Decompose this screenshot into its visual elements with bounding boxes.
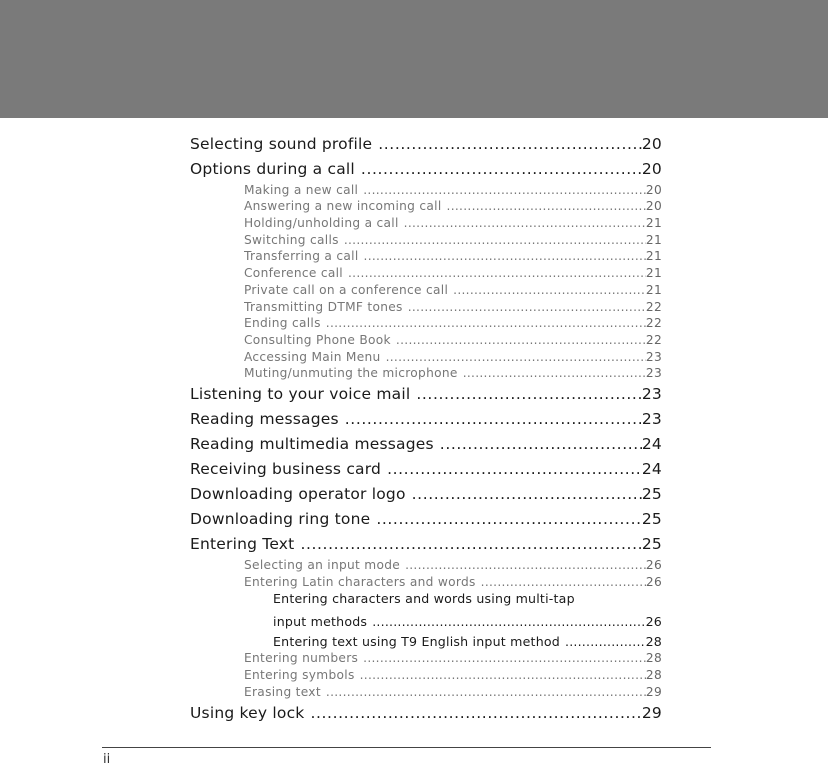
toc-page-number: 25 — [641, 485, 662, 504]
toc-entry-title: Entering Latin characters and words — [244, 574, 476, 589]
toc-entry-title: Switching calls — [244, 232, 339, 247]
toc-dot-leader — [355, 160, 642, 178]
toc-page-number: 21 — [645, 266, 662, 281]
toc-dot-leader — [381, 350, 646, 364]
toc-page-number: 23 — [645, 366, 662, 381]
toc-subentry[interactable] — [244, 364, 662, 381]
toc-entry-title: Erasing text — [244, 684, 321, 699]
toc-page-number: 21 — [645, 232, 662, 247]
toc-page-number: 20 — [641, 135, 662, 153]
toc-subentry[interactable] — [244, 572, 662, 589]
toc-entry[interactable] — [190, 455, 662, 480]
toc-page-number: 20 — [645, 182, 662, 197]
toc-entry-title: Private call on a conference call — [244, 282, 449, 297]
toc-subentry[interactable] — [244, 347, 662, 364]
toc-dot-leader — [400, 558, 646, 572]
toc-subsubentry[interactable] — [273, 629, 662, 649]
toc-page-number: 24 — [641, 435, 662, 454]
toc-dot-leader — [448, 283, 646, 297]
toc-subentry[interactable] — [244, 230, 662, 247]
toc-entry[interactable] — [190, 530, 662, 555]
toc-dot-leader — [358, 183, 646, 197]
toc-page-number: 28 — [645, 668, 662, 682]
footer-rule — [102, 747, 711, 748]
toc-dot-leader — [294, 535, 641, 553]
toc-entry-title: input methods — [273, 613, 368, 629]
toc-entry-title: Answering a new incoming call — [244, 199, 442, 214]
toc-entry-title: Selecting sound profile — [190, 135, 373, 153]
toc-entry-title: Reading messages — [190, 410, 339, 429]
toc-subentry[interactable] — [244, 247, 662, 264]
toc-dot-leader — [410, 385, 642, 403]
toc-entry-title: Entering Text — [190, 535, 295, 554]
toc-dot-leader — [372, 135, 642, 153]
toc-dot-leader — [339, 410, 642, 428]
toc-dot-leader — [321, 685, 646, 699]
toc-dot-leader — [367, 614, 645, 629]
toc-page-number: 24 — [641, 460, 662, 479]
toc-entry-title-line: Entering characters and words using multi-tap — [273, 590, 575, 606]
toc-dot-leader — [359, 249, 646, 263]
toc-page-number: 22 — [645, 299, 662, 314]
toc-page-number: 26 — [645, 613, 662, 629]
toc-page-number: 29 — [641, 703, 662, 722]
toc-subentry[interactable] — [244, 280, 662, 297]
toc-entry-title: Entering symbols — [244, 668, 355, 682]
toc-subentry[interactable] — [244, 180, 662, 197]
toc-subentry[interactable] — [244, 330, 662, 347]
toc-entry-title: Making a new call — [244, 182, 359, 197]
toc-page-number: 21 — [645, 216, 662, 231]
toc-entry[interactable] — [190, 505, 662, 530]
table-of-contents — [190, 130, 662, 724]
toc-page-number: 28 — [645, 651, 662, 666]
toc-entry-title: Holding/unholding a call — [244, 216, 399, 231]
toc-entry[interactable] — [190, 405, 662, 430]
toc-entry-title: Downloading ring tone — [190, 510, 371, 529]
toc-dot-leader — [458, 366, 646, 380]
toc-dot-leader — [321, 316, 646, 330]
toc-entry-title: Ending calls — [244, 316, 321, 331]
toc-entry-title: Consulting Phone Book — [244, 332, 391, 347]
toc-entry-title: Receiving business card — [190, 460, 382, 479]
toc-dot-leader — [370, 510, 642, 528]
toc-dot-leader — [355, 668, 646, 682]
toc-dot-leader — [442, 199, 646, 213]
toc-dot-leader — [399, 216, 646, 230]
toc-entry[interactable] — [190, 699, 662, 724]
toc-entry-title: Options during a call — [190, 160, 355, 178]
toc-entry[interactable] — [190, 130, 662, 155]
toc-subentry[interactable] — [244, 197, 662, 214]
toc-page-number: 21 — [645, 282, 662, 297]
toc-subentry[interactable] — [244, 665, 662, 682]
toc-entry-title: Using key lock — [190, 703, 305, 722]
toc-dot-leader — [339, 233, 646, 247]
toc-page-number: 22 — [645, 316, 662, 331]
toc-subentry[interactable] — [244, 297, 662, 314]
toc-subentry[interactable] — [244, 314, 662, 331]
toc-page-number: 29 — [645, 684, 662, 699]
toc-entry-title: Entering numbers — [244, 651, 359, 666]
toc-page-number: 25 — [641, 510, 662, 529]
toc-page-number: 20 — [645, 199, 662, 214]
footer-page-number: ii — [103, 752, 111, 767]
toc-page-number: 23 — [645, 349, 662, 364]
toc-dot-leader — [381, 460, 642, 478]
toc-entry[interactable] — [190, 480, 662, 505]
toc-page-number: 22 — [645, 332, 662, 347]
toc-dot-leader — [560, 634, 646, 649]
toc-subsubentry[interactable] — [273, 589, 662, 629]
toc-entry-title: Accessing Main Menu — [244, 349, 381, 364]
toc-page-number: 21 — [645, 249, 662, 264]
toc-subentry[interactable] — [244, 213, 662, 230]
toc-dot-leader — [403, 300, 646, 314]
toc-entry-title: Listening to your voice mail — [190, 385, 411, 404]
toc-page-number: 26 — [645, 574, 662, 589]
toc-dot-leader — [476, 575, 646, 589]
toc-dot-leader — [391, 333, 646, 347]
toc-entry-title: Conference call — [244, 266, 343, 281]
toc-page-number: 26 — [645, 557, 662, 572]
toc-dot-leader — [406, 485, 642, 503]
toc-subentry[interactable] — [244, 555, 662, 572]
toc-dot-leader — [304, 704, 641, 722]
toc-subentry[interactable] — [244, 649, 662, 666]
toc-dot-leader — [343, 266, 646, 280]
toc-page-number: 25 — [641, 535, 662, 554]
toc-page-number: 23 — [641, 385, 662, 404]
toc-entry-title: Entering text using T9 English input method — [273, 633, 560, 649]
toc-dot-leader — [434, 435, 642, 453]
header-band — [0, 0, 828, 118]
toc-page-number: 20 — [641, 160, 662, 178]
toc-page-number: 23 — [641, 410, 662, 429]
toc-dot-leader — [358, 651, 646, 665]
toc-entry[interactable] — [190, 380, 662, 405]
toc-entry-title: Muting/unmuting the microphone — [244, 366, 458, 381]
toc-entry-title: Transmitting DTMF tones — [244, 299, 403, 314]
toc-entry[interactable] — [190, 430, 662, 455]
toc-subentry[interactable] — [244, 263, 662, 280]
toc-page-number: 28 — [645, 633, 662, 649]
toc-entry-title: Transferring a call — [244, 249, 359, 264]
toc-entry-title: Downloading operator logo — [190, 485, 406, 504]
toc-subentry[interactable] — [244, 682, 662, 699]
toc-entry[interactable] — [190, 155, 662, 180]
toc-entry-title: Reading multimedia messages — [190, 435, 434, 454]
toc-entry-title: Selecting an input mode — [244, 557, 401, 572]
